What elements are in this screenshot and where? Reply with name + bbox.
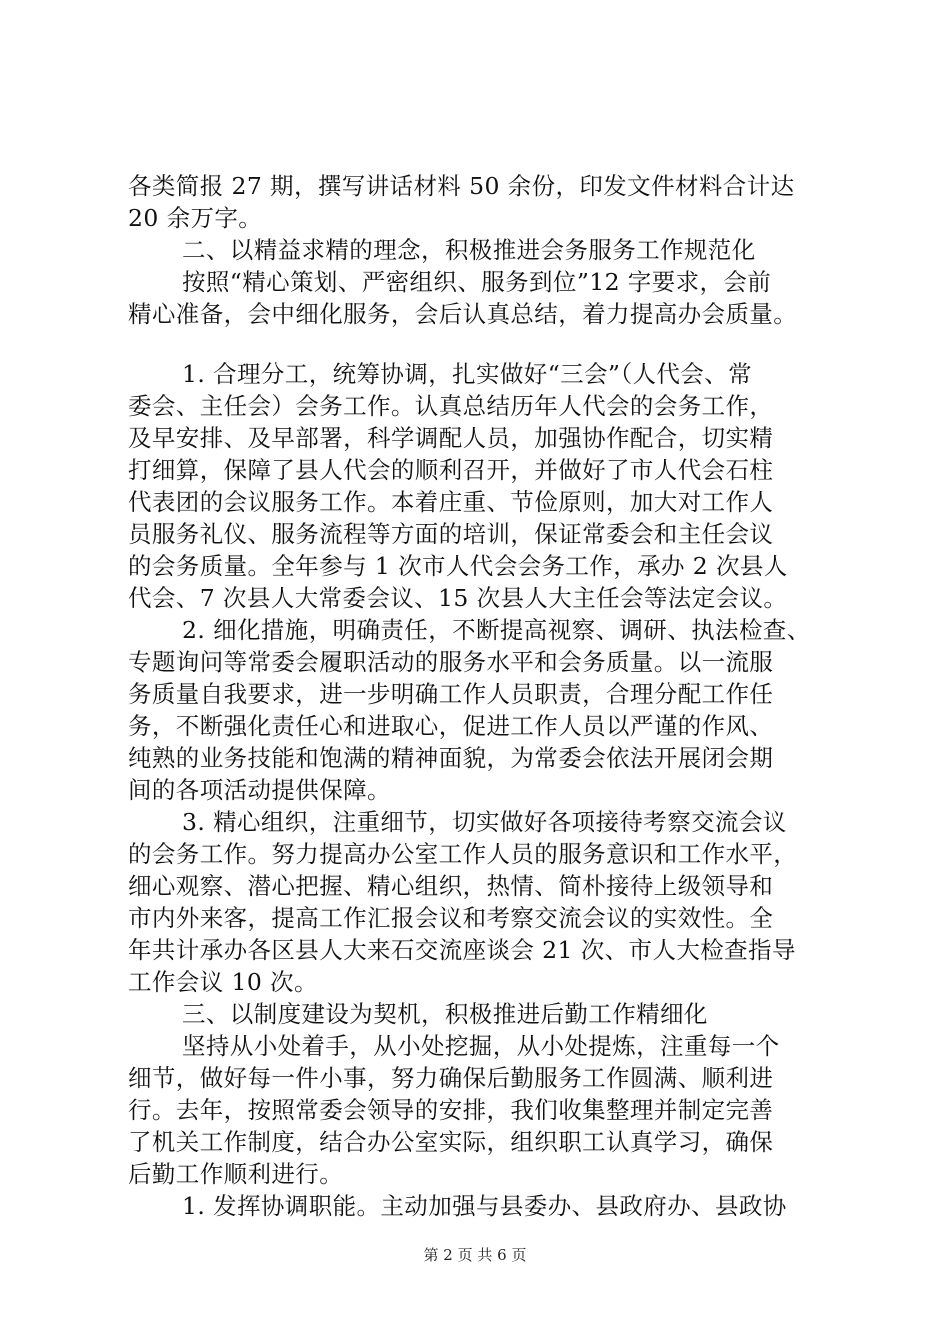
text-line: 及早安排、及早部署，科学调配人员，加强协作配合，切实精 xyxy=(128,424,774,452)
text-line: 务质量自我要求，进一步明确工作人员职责，合理分配工作任 xyxy=(128,680,774,708)
section-heading: 三、以制度建设为契机，积极推进后勤工作精细化 xyxy=(182,1000,708,1028)
text-line: 代表团的会议服务工作。本着庄重、节俭原则，加大对工作人 xyxy=(128,488,774,516)
text-line: 市内外来客，提高工作汇报会议和考察交流会议的实效性。全 xyxy=(128,904,774,932)
text-line: 工作会议 10 次。 xyxy=(128,968,318,996)
text-line: 1. 合理分工，统筹协调，扎实做好“三会”（人代会、常 xyxy=(182,360,752,388)
text-line: 间的各项活动提供保障。 xyxy=(128,776,391,804)
text-line: 的会务质量。全年参与 1 次市人代会会务工作，承办 2 次县人 xyxy=(128,552,788,580)
page-number-footer: 第 2 页 共 6 页 xyxy=(423,1246,527,1264)
text-line: 专题询问等常委会履职活动的服务水平和会务质量。以一流服 xyxy=(128,648,774,676)
text-line: 各类简报 27 期，撰写讲话材料 50 余份，印发文件材料合计达 xyxy=(128,172,795,200)
text-line: 3. 精心组织，注重细节，切实做好各项接待考察交流会议 xyxy=(182,808,787,836)
text-line: 20 余万字。 xyxy=(128,204,263,232)
text-line: 坚持从小处着手，从小处挖掘，从小处提炼，注重每一个 xyxy=(182,1032,780,1060)
text-line: 了机关工作制度，结合办公室实际，组织职工认真学习，确保 xyxy=(128,1128,774,1156)
text-line: 委会、主任会）会务工作。认真总结历年人代会的会务工作， xyxy=(128,392,774,420)
text-line: 后勤工作顺利进行。 xyxy=(128,1160,344,1188)
text-line: 代会、7 次县人大常委会议、15 次县人大主任会等法定会议。 xyxy=(128,584,788,612)
text-line: 2. 细化措施，明确责任，不断提高视察、调研、执法检查、 xyxy=(182,616,811,644)
text-line: 员服务礼仪、服务流程等方面的培训，保证常委会和主任会议 xyxy=(128,520,774,548)
text-line: 按照“精心策划、严密组织、服务到位”12 字要求，会前 xyxy=(182,268,772,296)
section-heading: 二、以精益求精的理念，积极推进会务服务工作规范化 xyxy=(182,236,756,264)
text-line: 打细算，保障了县人代会的顺利召开，并做好了市人代会石柱 xyxy=(128,456,774,484)
text-line: 纯熟的业务技能和饱满的精神面貌，为常委会依法开展闭会期 xyxy=(128,744,774,772)
text-line: 年共计承办各区县人大来石交流座谈会 21 次、市人大检查指导 xyxy=(128,936,796,964)
text-line: 的会务工作。努力提高办公室工作人员的服务意识和工作水平， xyxy=(128,840,798,868)
text-line: 细节，做好每一件小事，努力确保后勤服务工作圆满、顺利进 xyxy=(128,1064,774,1092)
text-line: 务，不断强化责任心和进取心，促进工作人员以严谨的作风、 xyxy=(128,712,774,740)
text-line: 细心观察、潜心把握、精心组织，热情、简朴接待上级领导和 xyxy=(128,872,774,900)
text-line: 1. 发挥协调职能。主动加强与县委办、县政府办、县政协 xyxy=(182,1192,787,1220)
text-line: 行。去年，按照常委会领导的安排，我们收集整理并制定完善 xyxy=(128,1096,774,1124)
text-line: 精心准备，会中细化服务，会后认真总结，着力提高办会质量。 xyxy=(128,300,798,328)
